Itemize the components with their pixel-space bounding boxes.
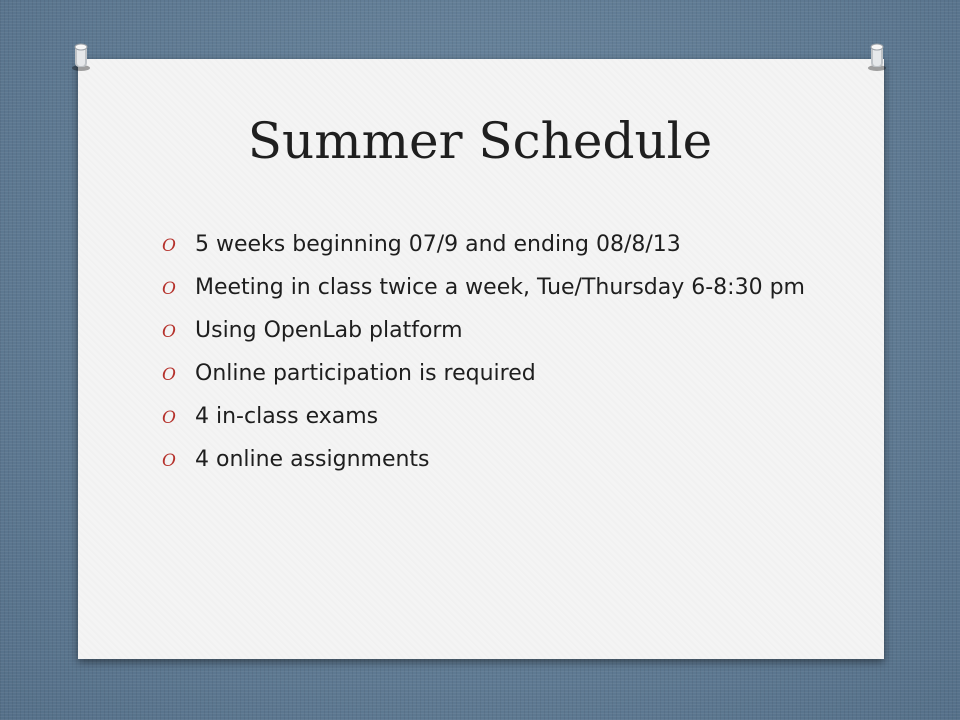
bullet-text: Online participation is required xyxy=(195,361,536,386)
bullet-icon: O xyxy=(162,236,176,256)
bullet-item xyxy=(162,359,842,389)
bullet-item xyxy=(162,445,842,475)
bullet-list xyxy=(162,230,842,488)
bullet-icon: O xyxy=(162,451,176,471)
slide-title: Summer Schedule xyxy=(247,112,713,170)
bullet-text: 5 weeks beginning 07/9 and ending 08/8/13 xyxy=(195,232,681,257)
bullet-icon: O xyxy=(162,279,176,299)
bullet-item xyxy=(162,230,842,260)
bullet-icon: O xyxy=(162,322,176,342)
bullet-item xyxy=(162,273,842,303)
bullet-text: Meeting in class twice a week, Tue/Thursday 6-8:30 pm xyxy=(195,275,805,300)
pushpin-icon xyxy=(68,42,94,72)
bullet-icon: O xyxy=(162,365,176,385)
bullet-item xyxy=(162,316,842,346)
bullet-text: 4 in-class exams xyxy=(195,404,379,429)
bullet-icon: O xyxy=(162,408,176,428)
bullet-text: 4 online assignments xyxy=(195,447,430,472)
bullet-item xyxy=(162,402,842,432)
pushpin-icon xyxy=(864,42,890,72)
bullet-text: Using OpenLab platform xyxy=(195,318,463,343)
